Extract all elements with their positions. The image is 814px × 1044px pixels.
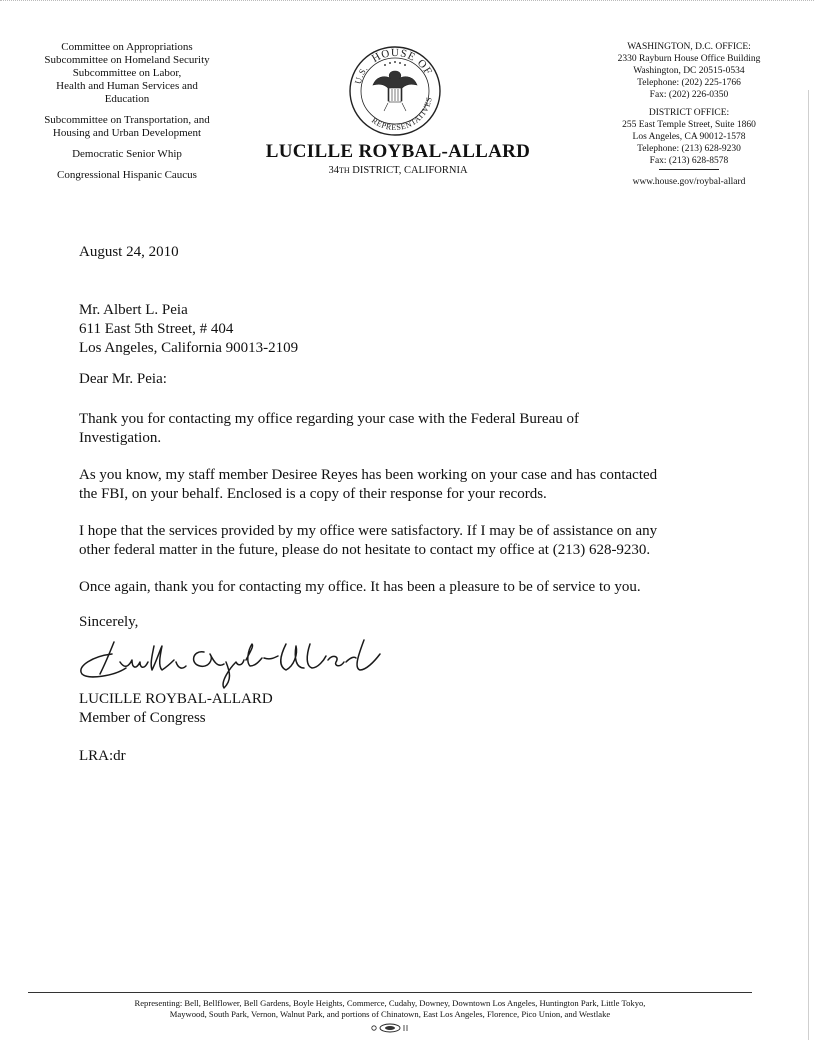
scan-edge <box>0 0 814 3</box>
svg-text:U.S. <box>353 64 370 86</box>
recipient-name: Mr. Albert L. Peia <box>79 302 188 318</box>
district-number: 34 <box>328 165 339 176</box>
paragraph-line: Investigation. <box>79 430 162 446</box>
footer-divider <box>28 992 752 993</box>
closing: Sincerely, <box>79 614 139 630</box>
website: www.house.gov/roybal-allard <box>632 177 746 187</box>
dc-office-phone: Telephone: (202) 225-1766 <box>637 78 741 88</box>
committee-item: Education <box>104 93 150 105</box>
scan-right-edge <box>808 90 809 1040</box>
paragraph-line: Thank you for contacting my office regarding your case with the Federal Bureau of <box>79 411 579 427</box>
paragraph-2 <box>79 466 739 504</box>
seal-text-top: HOUSE OF <box>369 46 435 78</box>
committee-item: Health and Human Services and <box>56 80 198 92</box>
typist-initials: LRA:dr <box>79 748 126 764</box>
recipient-city: Los Angeles, California 90013-2109 <box>79 340 299 356</box>
committee-item: Subcommittee on Labor, <box>72 67 182 79</box>
signature-icon <box>74 632 384 692</box>
signer-title: Member of Congress <box>79 710 206 726</box>
dc-office-heading: WASHINGTON, D.C. OFFICE: <box>627 42 751 52</box>
dc-office-fax: Fax: (202) 226-0350 <box>649 90 729 100</box>
district-name: DISTRICT, CALIFORNIA <box>349 165 468 176</box>
committee-list <box>20 41 234 182</box>
committee-item: Housing and Urban Development <box>52 127 202 139</box>
paragraph-3 <box>79 522 739 560</box>
district-office-phone: Telephone: (213) 628-9230 <box>637 144 741 154</box>
footer-line: Maywood, South Park, Vernon, Walnut Park, and portions of Chinatown, East Los Angeles, Florence, Pico Union, and Westlake <box>169 1009 611 1019</box>
district-office <box>596 107 782 170</box>
committee-item: Committee on Appropriations <box>61 41 193 53</box>
district-suffix: TH <box>338 166 350 175</box>
letter-date: August 24, 2010 <box>79 244 179 260</box>
paragraph-4: Once again, thank you for contacting my office. It has been a pleasure to be of service to you. <box>79 579 641 595</box>
seal-text-bottom: REPRESENTATIVES <box>370 96 434 133</box>
svg-text:REPRESENTATIVES <box>370 96 434 132</box>
signer-name: LUCILLE ROYBAL-ALLARD <box>79 691 273 707</box>
recipient-address <box>79 301 298 358</box>
recipient-street: 611 East 5th Street, # 404 <box>79 321 234 337</box>
footer <box>40 998 740 1020</box>
district-office-line1: 255 East Temple Street, Suite 1860 <box>622 120 756 130</box>
paragraph-line: As you know, my staff member Desiree Reyes has been working on your case and has contacted <box>79 467 658 483</box>
committee-item: Subcommittee on Homeland Security <box>44 54 210 66</box>
footer-line: Representing: Bell, Bellflower, Bell Gardens, Boyle Heights, Commerce, Cudahy, Downey, Downtown Los Angeles, Huntington Park, Little Tokyo, <box>134 998 646 1008</box>
district-office-line2: Los Angeles, CA 90012-1578 <box>632 132 746 142</box>
paragraph-1 <box>79 410 739 448</box>
paragraph-line: other federal matter in the future, please do not hesitate to contact my office at (213) 628-9230. <box>79 542 651 558</box>
committee-item: Subcommittee on Transportation, and <box>44 114 210 126</box>
office-divider <box>659 169 719 170</box>
union-label-icon <box>370 1022 416 1034</box>
signer-block <box>79 690 273 728</box>
svg-text:HOUSE OF <box>370 47 435 78</box>
dc-office-line1: 2330 Rayburn House Office Building <box>617 54 761 64</box>
house-seal-icon <box>340 41 450 141</box>
member-name: LUCILLE ROYBAL-ALLARD <box>265 141 531 162</box>
district-line <box>248 165 548 176</box>
salutation: Dear Mr. Peia: <box>79 371 167 387</box>
paragraph-line: the FBI, on your behalf. Enclosed is a copy of their response for your records. <box>79 486 547 502</box>
office-info <box>596 41 782 188</box>
dc-office <box>596 41 782 101</box>
dc-office-line2: Washington, DC 20515-0534 <box>633 66 745 76</box>
seal-text-left: U.S. <box>352 63 370 86</box>
committee-item: Congressional Hispanic Caucus <box>57 169 197 181</box>
committee-item: Democratic Senior Whip <box>72 148 182 160</box>
district-office-heading: DISTRICT OFFICE: <box>648 108 730 118</box>
district-office-fax: Fax: (213) 628-8578 <box>649 156 729 166</box>
paragraph-line: I hope that the services provided by my office were satisfactory. If I may be of assistance on any <box>79 523 658 539</box>
